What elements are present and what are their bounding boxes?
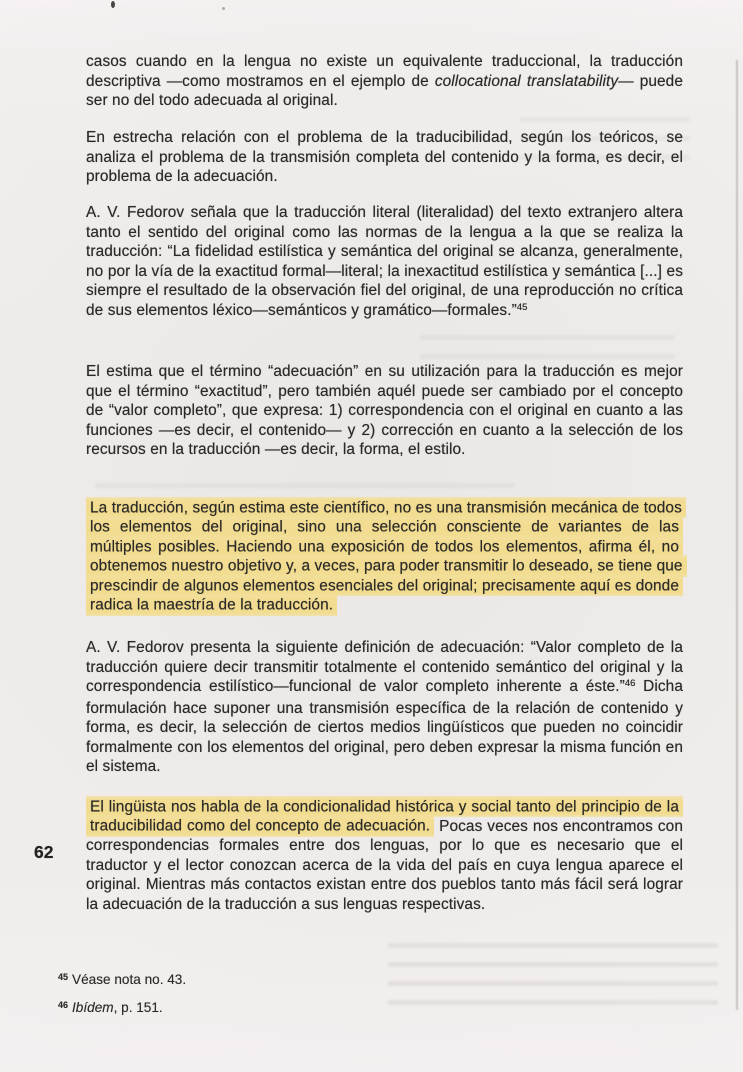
paragraph-1-text: casos cuando en la lengua no existe un equivalente traduccional, la traducción descriptiva —como mostramos en el ejemplo de xyxy=(86,53,683,90)
paragraph-6-text-end: Dicha formulación hace suponer una transmisión específica de la relación de contenido y forma, es decir, la selección de ciertos medios lingüísticos que pueden no coincidir formalmente con los elementos del original, pero deben expresar la misma función en el sistema. xyxy=(86,678,683,775)
paragraph-6 xyxy=(86,638,683,777)
bleed-through-artifact xyxy=(520,112,690,174)
highlighted-passage-1: La traducción, según estima este científico, no es una transmisión mecánica de todos los elementos del original, sino una selección consciente de variantes de las múltiples posibles. Haciendo una exposición de todos los elementos, afirma él, no obtenemos nuestro objetivo y, a veces, para poder transmitir lo deseado, se tiene que prescindir de algunos elementos esenciales del original; precisamente aquí es donde radica la maestría de la traducción. xyxy=(86,497,687,616)
paragraph-2: En estrecha relación con el problema de la traducibilidad, según los teóricos, se analiza el problema de la transmisión completa del contenido y la forma, es decir, el problema de la adecuación. xyxy=(86,129,683,185)
paragraph-3-text: A. V. Fedorov señala que la traducción literal (literalidad) del texto extranjero altera tanto el sentido del original como las normas de la lengua a la que se realiza la traducción: “La fidelidad estilística y semántica del original se alcanza, generalmente, no por la vía de la exactitud formal—literal; la inexactitud estilística y semántica [...] es siempre el resultado de la observación fiel del original, de una reproducción no crítica de sus elementos léxico—semánticos y gramático—formales.” xyxy=(86,204,683,319)
paragraph-1-italic-term: collocational translatability xyxy=(434,72,619,90)
paragraph-4: El estima que el término “adecuación” en su utilización para la traducción es mejor que el término “exactitud”, pero también aquél puede ser cambiado por el concepto de “valor completo”, que expresa: 1) correspondencia con el original en cuanto a las funciones —es decir, el contenido— y 2) corrección en cuanto a la selección de los recursos en la traducción —es decir, la forma, el estilo. xyxy=(86,363,683,458)
footnote-reference-46: 46 xyxy=(624,678,636,689)
page-number: 62 xyxy=(34,842,54,862)
paragraph-7-text-end: Pocas veces nos encontramos con correspondencias formales entre dos lenguas, por lo que es necesario que el traductor y el lector conozcan acerca de la vida del país en cuya lengua aparece el original. Mientras más contactos existan entre dos pueblos tanto más fácil será lograr la adecuación de la traducción a sus lenguas respectivas. xyxy=(86,817,683,913)
footnote-46 xyxy=(58,999,186,1018)
footnote-45 xyxy=(58,971,186,990)
footnote-46-marker: 46 xyxy=(58,1000,69,1010)
paragraph-1 xyxy=(86,52,683,111)
bleed-through-artifact xyxy=(420,330,675,364)
paragraph-7 xyxy=(86,797,683,914)
page-edge-line xyxy=(736,60,738,1010)
footnotes-block xyxy=(58,971,186,1027)
footnote-46-text: , p. 151. xyxy=(113,1000,163,1015)
paragraph-6-quote: A. V. Fedorov presenta la siguiente definición de adecuación: “Valor completo de la traducción quiere decir transmitir totalmente el contenido semántico del original y la correspondencia estilístico—funcional de valor completo inherente a éste.” xyxy=(86,639,683,695)
scan-speck xyxy=(222,7,225,10)
footnote-45-text: Véase nota no. 43. xyxy=(72,972,187,987)
scan-speck xyxy=(111,1,115,8)
bleed-through-artifact xyxy=(95,478,515,494)
bleed-through-artifact xyxy=(388,938,718,1014)
paragraph-1-text-end: — puede ser no del todo adecuada al original. xyxy=(86,72,684,109)
paragraph-5 xyxy=(86,498,683,615)
footnote-45-marker: 45 xyxy=(58,972,69,982)
footnote-reference-45: 45 xyxy=(516,301,528,313)
highlighted-passage-2: El lingüista nos habla de la condicionalidad histórica y social tanto del principio de la traducibilidad como del concepto de adecuación. xyxy=(86,796,683,837)
footnote-46-italic: Ibídem xyxy=(72,1000,114,1015)
paragraph-3 xyxy=(86,203,683,322)
